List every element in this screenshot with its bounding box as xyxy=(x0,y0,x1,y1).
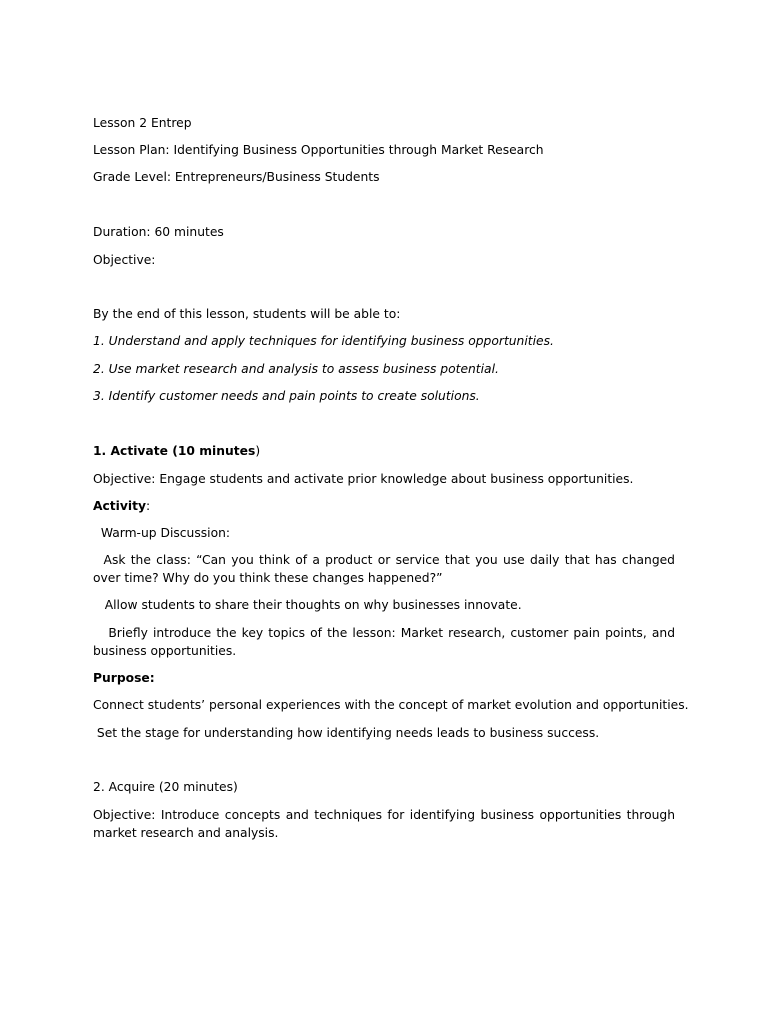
activate-heading-bold: 1. Activate (10 minutes xyxy=(93,444,256,458)
connect-line: Connect students’ personal experiences with the concept of market evolution and opportunities. xyxy=(93,698,689,712)
purpose-label: Purpose: xyxy=(93,671,155,685)
allow-students-line: Allow students to share their thoughts on why businesses innovate. xyxy=(93,598,522,612)
ask-class-paragraph: Ask the class: “Can you think of a product or service that you use daily that has changed over time? Why do you think these changes happened?” xyxy=(93,553,679,585)
introduce-topics-paragraph: Briefly introduce the key topics of the lesson: Market research, customer pain points, and business opportunities. xyxy=(93,626,679,658)
activity-heading xyxy=(93,497,675,515)
activate-heading-tail: ) xyxy=(255,444,261,458)
duration-line: Duration: 60 minutes xyxy=(93,225,224,239)
objective-item-1: 1. Understand and apply techniques for identifying business opportunities. xyxy=(93,334,554,348)
set-stage-line: Set the stage for understanding how identifying needs leads to business success. xyxy=(93,726,600,740)
lesson-plan-line: Lesson Plan: Identifying Business Opportunities through Market Research xyxy=(93,143,544,157)
activate-heading xyxy=(93,442,675,460)
activity-colon: : xyxy=(146,499,151,513)
activate-objective: Objective: Engage students and activate prior knowledge about business opportunities. xyxy=(93,472,634,486)
objective-item-3: 3. Identify customer needs and pain points to create solutions. xyxy=(93,389,480,403)
objectives-intro: By the end of this lesson, students will be able to: xyxy=(93,307,401,321)
objective-item-2: 2. Use market research and analysis to assess business potential. xyxy=(93,362,499,376)
grade-level-line: Grade Level: Entrepreneurs/Business Students xyxy=(93,170,380,184)
acquire-heading: 2. Acquire (20 minutes) xyxy=(93,780,238,794)
activity-label: Activity xyxy=(93,499,147,513)
warmup-line: Warm-up Discussion: xyxy=(93,526,231,540)
document-title: Lesson 2 Entrep xyxy=(93,116,192,130)
objective-label: Objective: xyxy=(93,253,156,267)
acquire-objective-paragraph: Objective: Introduce concepts and techniques for identifying business opportunities through market research and analysis. xyxy=(93,808,675,840)
